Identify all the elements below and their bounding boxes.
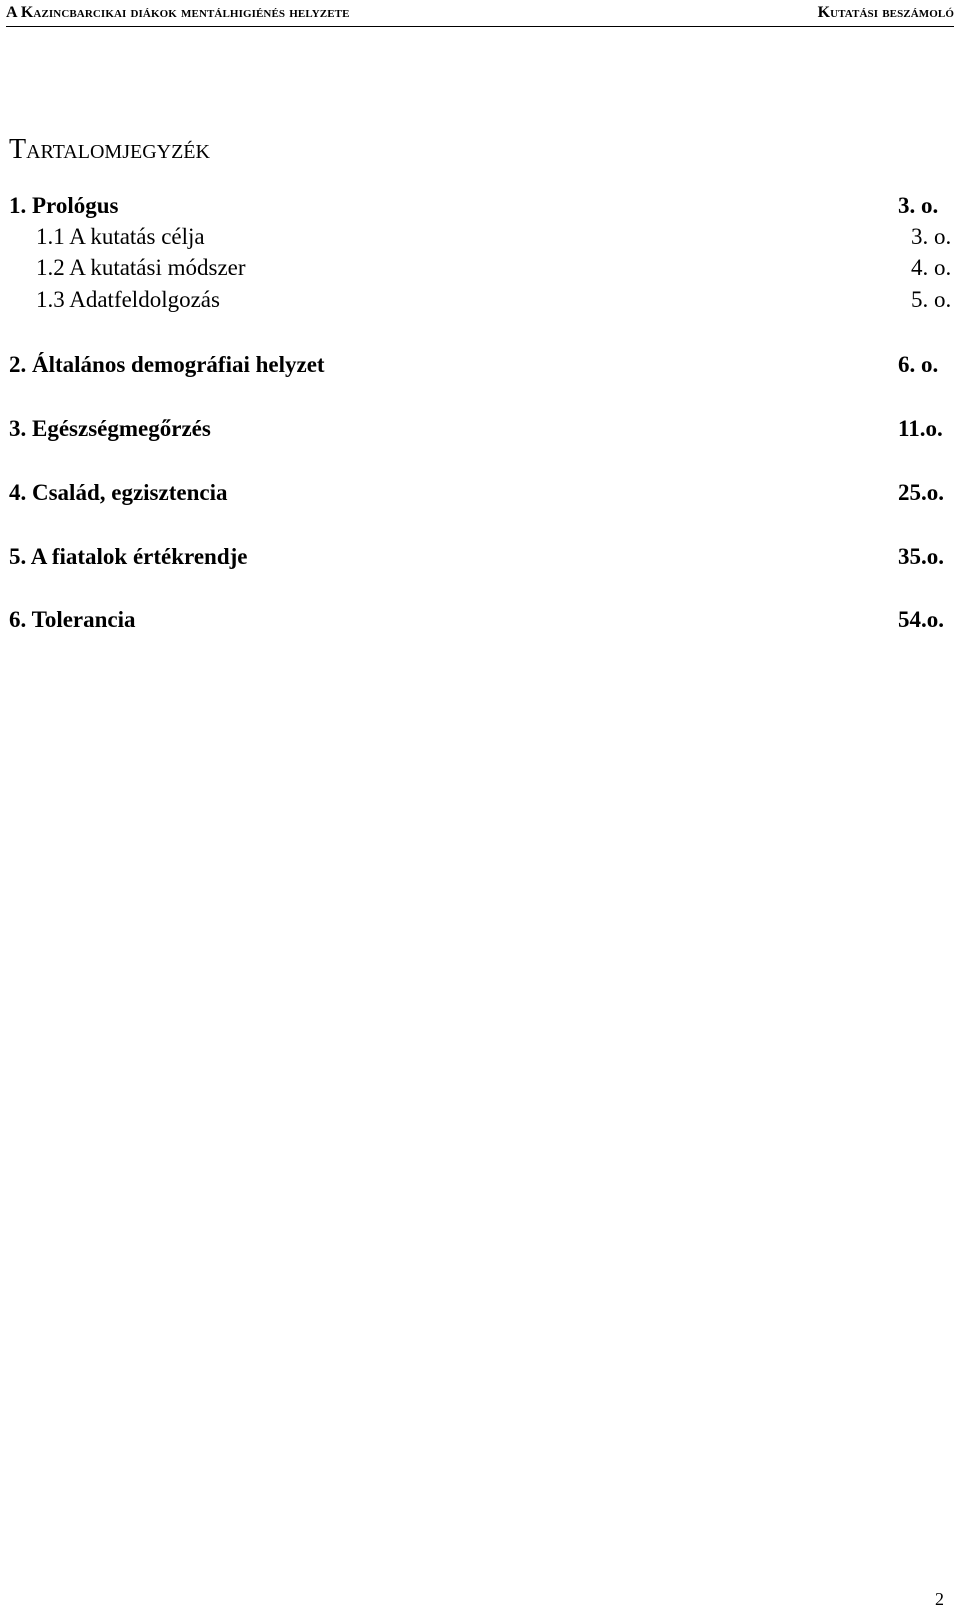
toc-entry[interactable] [0, 605, 960, 635]
toc-entry[interactable] [0, 253, 960, 283]
toc-entry-page: 3. o. [911, 224, 952, 249]
toc-entry-page: 35.o. [898, 544, 944, 569]
toc-entry[interactable] [0, 542, 960, 572]
toc-entry-page: 5. o. [911, 287, 952, 312]
toc-entry-label: 1.3 Adatfeldolgozás [36, 287, 220, 312]
running-header [6, 4, 954, 27]
toc-title: Tartalomjegyzék [9, 134, 210, 165]
toc-entry-label: 1. Prológus [9, 193, 119, 218]
toc-entry-page: 6. o. [898, 352, 939, 377]
toc-entry-label: 4. Család, egzisztencia [9, 480, 228, 505]
toc-entry-page: 3. o. [898, 193, 939, 218]
page-number: 2 [935, 1589, 944, 1609]
toc-entry[interactable] [0, 191, 960, 221]
toc-entry-label: 3. Egészségmegőrzés [9, 416, 211, 441]
toc-entry[interactable] [0, 350, 960, 380]
toc-entry[interactable] [0, 414, 960, 444]
toc-entry-label: 2. Általános demográfiai helyzet [9, 352, 325, 377]
header-report-type: Kutatási beszámoló [817, 4, 954, 21]
toc-entry-page: 4. o. [911, 255, 952, 280]
header-document-title: A Kazincbarcikai diákok mentálhigiénés helyzete [6, 4, 350, 21]
toc-entry-label: 6. Tolerancia [9, 607, 136, 632]
toc-entry[interactable] [0, 222, 960, 252]
toc-entry-label: 5. A fiatalok értékrendje [9, 544, 248, 569]
toc-entry[interactable] [0, 478, 960, 508]
toc-entry[interactable] [0, 285, 960, 315]
toc-entry-label: 1.1 A kutatás célja [36, 224, 205, 249]
toc-entry-page: 25.o. [898, 480, 944, 505]
toc-entry-page: 54.o. [898, 607, 944, 632]
toc-entry-label: 1.2 A kutatási módszer [36, 255, 246, 280]
toc-entry-page: 11.o. [898, 416, 943, 441]
